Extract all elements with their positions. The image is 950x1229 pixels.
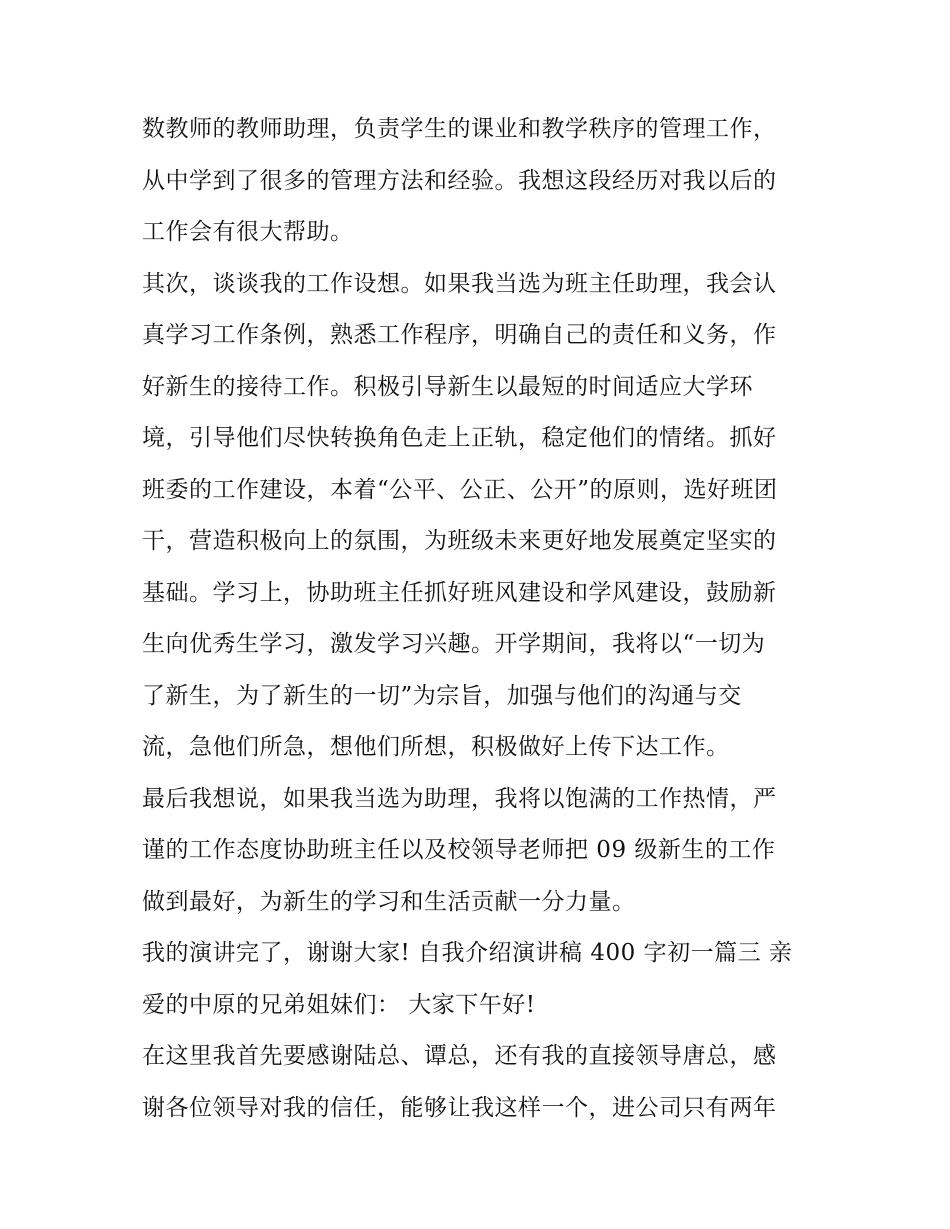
text-line-5: 真学习工作条例，熟悉工作程序，明确自己的责任和义务，作 (142, 322, 777, 348)
text-line-4: 其次，谈谈我的工作设想。如果我当选为班主任助理，我会认 (142, 270, 777, 297)
text-line-16: 做到最好，为新生的学习和生活贡献一分力量。 (142, 888, 636, 915)
text-line-10: 基础。学习上，协助班主任抓好班风建设和学风建设，鼓励新 (142, 579, 777, 606)
text-line-20: 谢各位领导对我的信任，能够让我这样一个，进公司只有两年 (142, 1094, 777, 1121)
text-line-13: 流，急他们所急，想他们所想，积极做好上传下达工作。 (142, 734, 730, 760)
text-line-7: 境，引导他们尽快转换角色走上正轨，稳定他们的情绪。抓好 (142, 425, 777, 451)
text-line-6: 好新生的接待工作。积极引导新生以最短的时间适应大学环 (142, 373, 753, 400)
body-text (142, 104, 822, 1134)
text-line-11: 生向优秀生学习，激发学习兴趣。开学期间，我将以“一切为 (142, 631, 766, 657)
text-line-18: 爱的中原的兄弟姐妹们： 大家下午好! (142, 991, 536, 1018)
text-line-8: 班委的工作建设，本着“公平、公正、公开”的原则，选好班团 (142, 476, 778, 503)
text-line-1: 数教师的教师助理，负责学生的课业和教学秩序的管理工作， (142, 116, 777, 142)
text-line-17: 我的演讲完了，谢谢大家! 自我介绍演讲稿 400 字初一篇三 亲 (142, 940, 793, 966)
text-line-15: 谨的工作态度协助班主任以及校领导老师把 09 级新生的工作 (142, 837, 776, 863)
text-line-12: 了新生，为了新生的一切”为宗旨，加强与他们的沟通与交 (142, 682, 742, 709)
text-line-3: 工作会有很大帮助。 (142, 219, 354, 245)
text-line-14: 最后我想说，如果我当选为助理，我将以饱满的工作热情，严 (142, 785, 777, 812)
text-line-9: 干，营造积极向上的氛围，为班级未来更好地发展奠定坚实的 (142, 528, 777, 554)
text-line-19: 在这里我首先要感谢陆总、谭总，还有我的直接领导唐总，感 (142, 1043, 777, 1069)
text-line-2: 从中学到了很多的管理方法和经验。我想这段经历对我以后的 (142, 167, 777, 194)
